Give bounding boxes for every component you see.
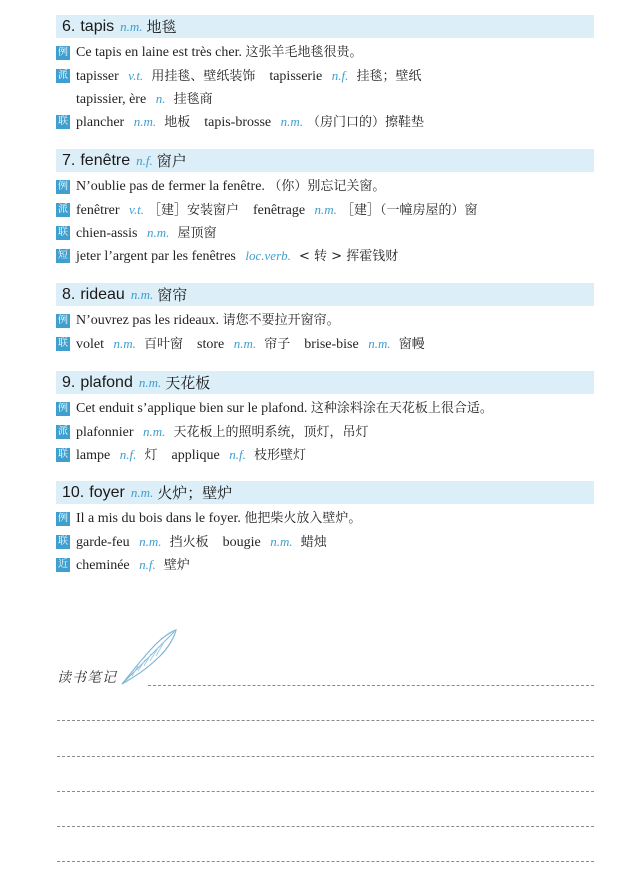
entry-part-of-speech: n.m. bbox=[138, 374, 162, 390]
part-of-speech: n. bbox=[155, 91, 166, 106]
entry-line bbox=[56, 507, 594, 530]
entry-headword: foyer bbox=[89, 483, 125, 501]
chinese-text: < 转 > 挥霍钱财 bbox=[294, 249, 399, 264]
part-of-speech: n.f. bbox=[229, 447, 246, 462]
french-text: tapisserie bbox=[269, 69, 326, 84]
french-text: cheminée bbox=[76, 558, 134, 573]
part-of-speech: n.m. bbox=[146, 225, 170, 240]
french-text: bougie bbox=[222, 535, 265, 550]
chinese-text: 地板 bbox=[160, 115, 191, 130]
entry-line bbox=[56, 221, 594, 244]
entry-line bbox=[56, 309, 594, 332]
entry-line bbox=[56, 110, 594, 133]
part-of-speech: n.m. bbox=[368, 336, 391, 351]
part-of-speech: n.m. bbox=[133, 114, 157, 129]
line-tag-badge: 近 bbox=[58, 559, 68, 570]
entry-part-of-speech: n.f. bbox=[136, 152, 153, 168]
chinese-text: 屋顶窗 bbox=[173, 226, 217, 241]
reading-notes-title: 读书笔记 bbox=[57, 670, 117, 686]
entry-headword: rideau bbox=[80, 285, 125, 303]
french-text: N’oublie pas de fermer la fenêtre. bbox=[76, 179, 269, 194]
chinese-text: 挂毯商 bbox=[169, 92, 213, 107]
line-tag-badge: 联 bbox=[58, 536, 68, 547]
entry-header bbox=[56, 149, 594, 172]
french-text: Cet enduit s’applique bien sur le plafond. bbox=[76, 401, 311, 416]
chinese-text: ［建］（一幢房屋的）窗 bbox=[340, 203, 478, 218]
note-line bbox=[57, 791, 594, 792]
vocab-entry bbox=[56, 15, 594, 133]
french-text: jeter l’argent par les fenêtres bbox=[76, 249, 240, 264]
chinese-text: 这张羊毛地毯很贵。 bbox=[245, 45, 363, 60]
entry-part-of-speech: n.m. bbox=[120, 18, 143, 34]
french-text: brise-bise bbox=[304, 337, 363, 352]
line-tag-badge: 联 bbox=[58, 338, 68, 349]
part-of-speech: n.f. bbox=[119, 447, 137, 462]
french-text: store bbox=[197, 337, 228, 352]
entry-translation: 地毯 bbox=[146, 19, 177, 36]
part-of-speech: n.m. bbox=[314, 202, 337, 217]
entry-translation: 火炉；壁炉 bbox=[157, 485, 233, 502]
chinese-text: 挡火板 bbox=[165, 535, 209, 550]
entry-line bbox=[56, 443, 594, 466]
french-text: tapis-brosse bbox=[204, 115, 275, 130]
entry-line bbox=[56, 332, 594, 355]
entry-header bbox=[56, 371, 594, 394]
chinese-text: （房门口的）擦鞋垫 bbox=[307, 115, 425, 130]
part-of-speech: n.m. bbox=[139, 534, 162, 549]
french-text: tapissier, ère bbox=[76, 92, 150, 107]
french-text: applique bbox=[171, 448, 224, 463]
chinese-text: 枝形壁灯 bbox=[249, 448, 306, 463]
chinese-text: ［建］安装窗户 bbox=[147, 203, 239, 218]
chinese-text: 用挂毯、壁纸装饰 bbox=[147, 69, 256, 84]
french-text: fenêtrage bbox=[252, 203, 309, 218]
entry-number: 8. bbox=[62, 285, 76, 303]
chinese-text: （你）别忘记关窗。 bbox=[268, 179, 386, 194]
chinese-text: 挂毯；壁纸 bbox=[352, 69, 422, 84]
entry-translation: 窗户 bbox=[156, 153, 187, 170]
french-text: chien-assis bbox=[76, 226, 141, 241]
entry-line bbox=[56, 530, 594, 553]
chinese-text: 帘子 bbox=[260, 337, 291, 352]
part-of-speech: n.f. bbox=[139, 557, 156, 572]
entry-part-of-speech: n.m. bbox=[130, 286, 154, 302]
vocab-entry bbox=[56, 481, 594, 576]
entry-part-of-speech: n.m. bbox=[130, 484, 154, 500]
entry-line bbox=[56, 420, 594, 443]
french-text: tapisser bbox=[76, 69, 123, 84]
french-text: plancher bbox=[76, 115, 128, 130]
part-of-speech: n.f. bbox=[331, 68, 349, 83]
entry-line bbox=[56, 87, 594, 110]
entry-number: 9. bbox=[62, 373, 76, 391]
line-tag-badge: 例 bbox=[58, 513, 68, 524]
line-tag-badge: 例 bbox=[58, 315, 68, 326]
feather-icon bbox=[118, 626, 180, 688]
chinese-text: 请您不要拉开窗帘。 bbox=[222, 313, 340, 328]
entry-line bbox=[56, 553, 594, 576]
entry-header bbox=[56, 283, 594, 306]
part-of-speech: loc.verb. bbox=[245, 248, 291, 263]
entry-number: 7. bbox=[62, 151, 76, 169]
part-of-speech: n.m. bbox=[280, 114, 304, 129]
entry-header bbox=[56, 15, 594, 38]
french-text: lampe bbox=[76, 448, 114, 463]
entry-line bbox=[56, 41, 594, 64]
part-of-speech: n.m. bbox=[143, 424, 166, 439]
note-line bbox=[57, 720, 594, 721]
chinese-text: 天花板上的照明系统，顶灯，吊灯 bbox=[169, 425, 369, 440]
part-of-speech: n.m. bbox=[113, 336, 136, 351]
chinese-text: 百叶窗 bbox=[139, 337, 184, 352]
line-tag-badge: 例 bbox=[58, 47, 68, 58]
line-tag-badge: 派 bbox=[58, 70, 68, 81]
entry-line bbox=[56, 175, 594, 198]
french-text: fenêtrer bbox=[76, 203, 124, 218]
entry-headword: fenêtre bbox=[80, 151, 131, 169]
french-text: volet bbox=[76, 337, 108, 352]
part-of-speech: v.t. bbox=[129, 202, 144, 217]
entry-translation: 窗帘 bbox=[157, 287, 188, 304]
french-text: N’ouvrez pas les rideaux. bbox=[76, 313, 223, 328]
part-of-speech: v.t. bbox=[128, 68, 144, 83]
entry-line bbox=[56, 397, 594, 420]
chinese-text: 蜡烛 bbox=[296, 535, 327, 550]
french-text: garde-feu bbox=[76, 535, 134, 550]
entry-line bbox=[56, 244, 594, 267]
chinese-text: 窗幔 bbox=[394, 337, 425, 352]
vocab-entry bbox=[56, 283, 594, 355]
vocab-entry bbox=[56, 149, 594, 267]
entry-line bbox=[56, 198, 594, 221]
entry-header bbox=[56, 481, 594, 504]
line-tag-badge: 派 bbox=[58, 426, 68, 437]
line-tag-badge: 例 bbox=[58, 403, 68, 414]
chinese-text: 壁炉 bbox=[159, 558, 190, 573]
line-tag-badge: 短 bbox=[58, 250, 68, 261]
chinese-text: 他把柴火放入壁炉。 bbox=[244, 511, 362, 526]
note-line bbox=[148, 685, 594, 686]
chinese-text: 灯 bbox=[140, 448, 158, 463]
note-line bbox=[57, 756, 594, 757]
note-line bbox=[57, 861, 594, 862]
french-text: plafonnier bbox=[76, 425, 138, 440]
line-tag-badge: 例 bbox=[58, 181, 68, 192]
entry-number: 10. bbox=[62, 483, 85, 501]
entry-headword: tapis bbox=[80, 17, 115, 35]
line-tag-badge: 派 bbox=[58, 204, 68, 215]
vocab-entry bbox=[56, 371, 594, 466]
note-line bbox=[57, 826, 594, 827]
part-of-speech: n.m. bbox=[270, 534, 293, 549]
french-text: Il a mis du bois dans le foyer. bbox=[76, 511, 245, 526]
line-tag-badge: 联 bbox=[58, 116, 68, 127]
chinese-text: 这种涂料涂在天花板上很合适。 bbox=[310, 401, 493, 416]
entry-headword: plafond bbox=[80, 373, 133, 391]
line-tag-badge: 联 bbox=[58, 227, 68, 238]
line-tag-badge: 联 bbox=[58, 449, 68, 460]
part-of-speech: n.m. bbox=[233, 336, 257, 351]
french-text: Ce tapis en laine est très cher. bbox=[76, 45, 246, 60]
entry-translation: 天花板 bbox=[165, 375, 211, 392]
entry-number: 6. bbox=[62, 17, 76, 35]
entry-line bbox=[56, 64, 594, 87]
